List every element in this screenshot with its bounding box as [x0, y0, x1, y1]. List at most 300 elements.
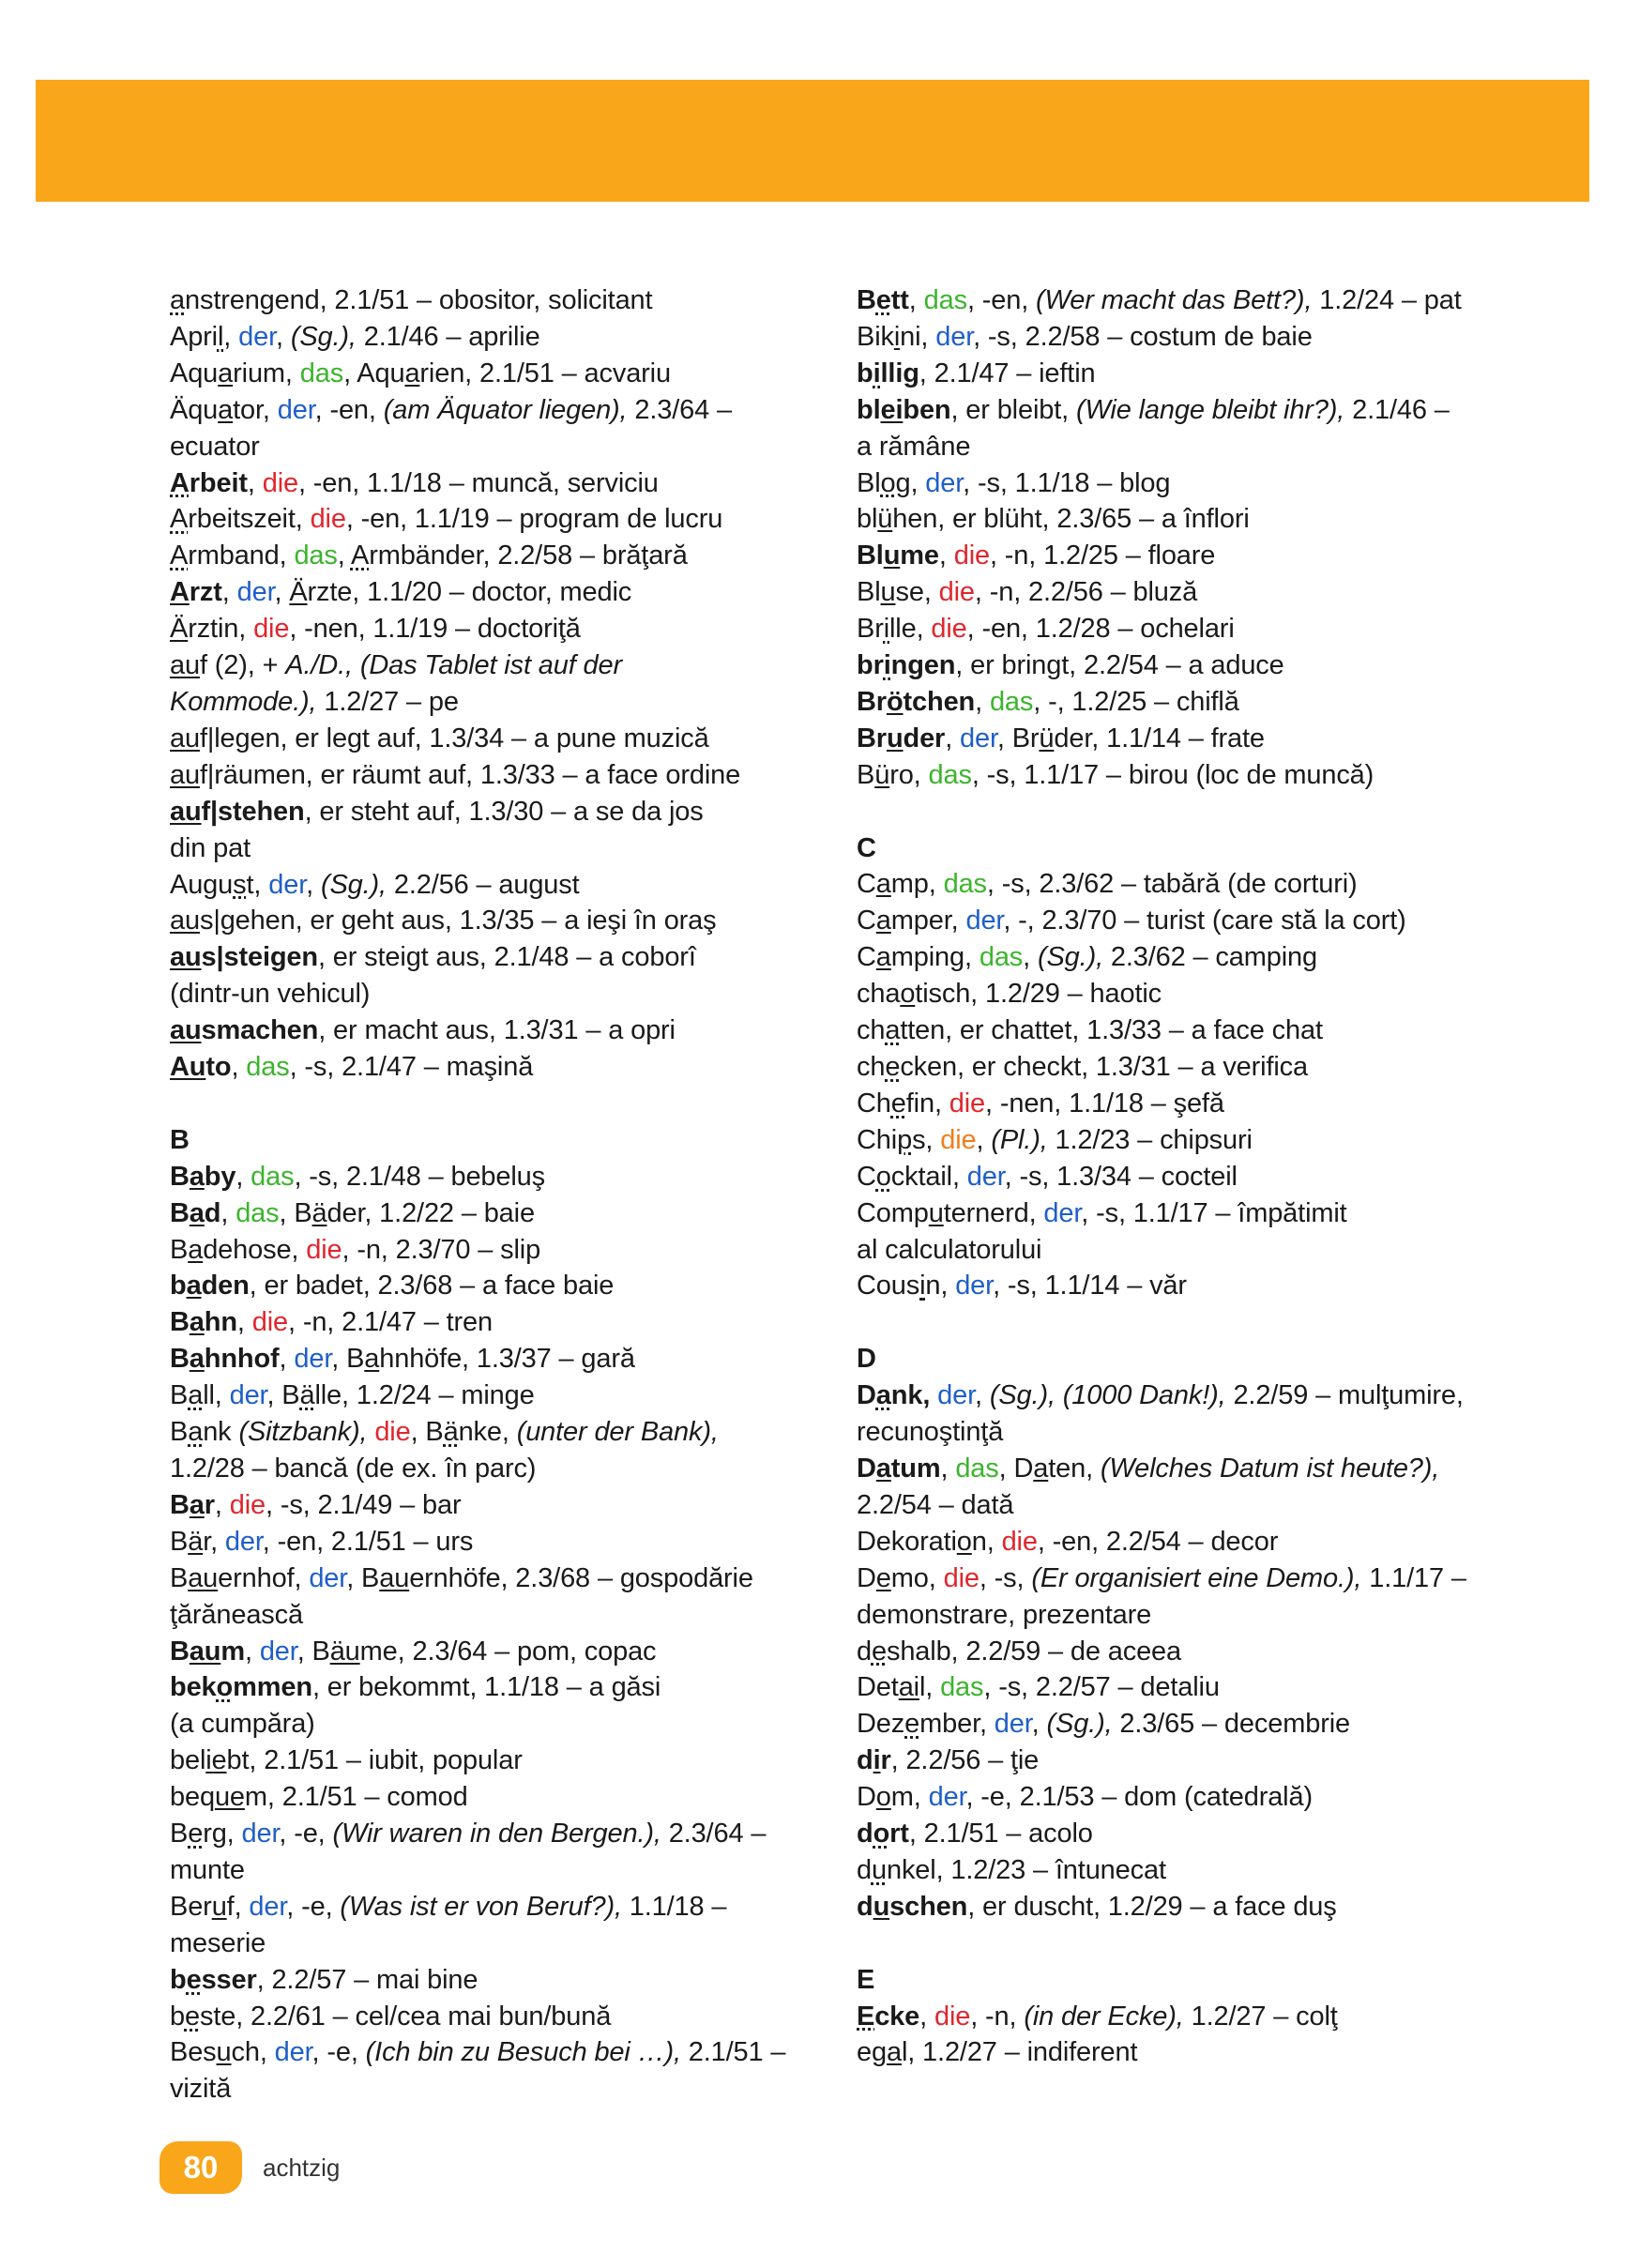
entry-segment: a	[885, 1015, 901, 1046]
entry-segment: a	[875, 869, 891, 900]
entry-segment: ä	[443, 1417, 459, 1448]
glossary-line	[170, 1597, 808, 1634]
entry-segment: B	[170, 1344, 190, 1375]
entry-segment: i	[883, 650, 891, 681]
entry-segment: 1.2/24 – pat	[1312, 285, 1462, 315]
entry-segment: , -e,	[311, 2037, 366, 2068]
entry-segment: i	[883, 614, 889, 645]
glossary-line	[857, 1049, 1495, 1086]
entry-segment: ,	[919, 2001, 934, 2032]
entry-segment: rt	[889, 1819, 909, 1849]
glossary-line	[857, 721, 1495, 757]
entry-segment: ue	[214, 1782, 245, 1813]
glossary-line	[857, 1597, 1495, 1634]
glossary-line	[857, 1524, 1495, 1560]
entry-segment: d	[857, 1819, 873, 1849]
entry-segment: rien, 2.1/51 – acvariu	[419, 358, 671, 388]
entry-segment: die	[949, 1088, 986, 1119]
entry-segment: Ch	[857, 1088, 891, 1119]
entry-segment: , er bleibt,	[950, 394, 1076, 425]
entry-segment: die	[940, 1124, 977, 1155]
glossary-column-right	[857, 282, 1495, 2071]
entry-segment: (Was ist er von Beruf?),	[340, 1891, 622, 1922]
entry-segment: , -en, 1.1/18 – muncă, serviciu	[297, 467, 659, 498]
entry-segment: nk	[203, 1417, 239, 1448]
entry-segment: A	[170, 577, 190, 608]
entry-segment: e	[875, 285, 891, 315]
entry-segment: , er duscht, 1.2/29 – a face duş	[967, 1891, 1337, 1922]
entry-segment: rztin,	[188, 614, 254, 645]
entry-segment: der	[238, 321, 276, 352]
entry-segment: au	[188, 1562, 219, 1593]
entry-segment: mmen	[233, 1672, 312, 1703]
entry-segment: C	[857, 1161, 876, 1192]
glossary-line	[170, 903, 808, 939]
glossary-line	[857, 1634, 1495, 1670]
entry-segment: 1.2/23 – chipsuri	[1047, 1124, 1253, 1155]
entry-segment: Bik	[857, 321, 894, 352]
glossary-line	[170, 1304, 808, 1341]
entry-segment: ch	[857, 1052, 886, 1083]
glossary-line	[857, 2034, 1495, 2071]
entry-segment: ch	[857, 1015, 886, 1046]
entry-segment: Apri	[170, 321, 218, 352]
entry-segment: der	[236, 577, 275, 608]
entry-segment: 2.3/65 – decembrie	[1112, 1709, 1350, 1740]
entry-segment: der	[268, 869, 307, 900]
entry-segment: ,	[306, 869, 321, 900]
entry-segment: a	[189, 1197, 205, 1228]
glossary-line	[170, 1560, 808, 1597]
entry-segment: mping,	[890, 942, 980, 973]
entry-segment: ä	[188, 1526, 204, 1557]
entry-segment: B	[857, 285, 876, 315]
glossary-line	[170, 1634, 808, 1670]
entry-segment: , -s, 1.1/14 – văr	[993, 1271, 1187, 1301]
entry-segment: , -s, 1.1/17 – împătimit	[1081, 1197, 1347, 1228]
entry-segment: (unter der Bank),	[516, 1417, 719, 1448]
entry-segment: , -s, 1.1/17 – birou (loc de muncă)	[971, 759, 1374, 790]
entry-segment: se,	[895, 577, 939, 608]
entry-segment: e	[184, 2001, 200, 2032]
entry-segment: nstrengend, 2.1/51 – obositor, solicitant	[184, 285, 653, 315]
entry-segment: , er macht aus, 1.3/31 – a opri	[318, 1015, 676, 1046]
glossary-line	[857, 1669, 1495, 1706]
glossary-line	[857, 1560, 1495, 1597]
entry-segment: s	[233, 869, 247, 900]
entry-segment: ,	[938, 540, 954, 571]
entry-segment: a	[189, 1489, 205, 1520]
glossary-line	[170, 1926, 808, 1962]
glossary-line	[170, 1195, 808, 1232]
entry-segment: , -en, 1.2/28 – ochelari	[966, 614, 1235, 645]
glossary-line	[170, 976, 808, 1012]
entry-segment: n,	[925, 1271, 956, 1301]
glossary-line	[170, 1378, 808, 1414]
glossary-line	[857, 1889, 1495, 1926]
glossary-line	[170, 1414, 808, 1451]
entry-segment: a	[364, 1344, 380, 1375]
entry-segment: , B	[331, 1344, 365, 1375]
entry-segment: u	[211, 1891, 227, 1922]
entry-segment: das	[979, 942, 1024, 973]
entry-segment: die	[229, 1489, 266, 1520]
entry-segment: f|stehen	[201, 796, 305, 827]
entry-segment: 1.1/18 –	[621, 1891, 727, 1922]
entry-segment: rmbänder, 2.2/58 – brăţară	[369, 540, 688, 571]
glossary-line	[170, 757, 808, 794]
entry-segment: ,	[975, 686, 990, 717]
entry-segment: 2.1/51 –	[680, 2037, 786, 2068]
glossary-line	[857, 1232, 1495, 1269]
entry-segment: au	[170, 942, 202, 973]
entry-segment: (in der Ecke),	[1024, 2001, 1184, 2032]
entry-segment: der	[309, 1562, 347, 1593]
entry-segment: bt, 2.1/51 – iubit, popular	[226, 1745, 523, 1776]
entry-segment: B	[170, 1636, 190, 1667]
entry-segment: g,	[895, 467, 926, 498]
entry-segment: meserie	[170, 1927, 266, 1958]
entry-segment: ,	[1023, 942, 1038, 973]
entry-segment: ä	[311, 1197, 327, 1228]
entry-segment: nkel, 1.2/23 – întunecat	[886, 1854, 1166, 1885]
entry-segment: b	[170, 2001, 185, 2032]
entry-segment: die	[931, 614, 967, 645]
glossary-line	[857, 501, 1495, 538]
section-letter-text: B	[170, 1124, 190, 1155]
entry-segment: hen, er blüht, 2.3/65 – a înflori	[892, 504, 1250, 535]
entry-segment: ä	[299, 1380, 315, 1411]
entry-segment: bl	[857, 394, 881, 425]
entry-segment: Cous	[857, 1271, 920, 1301]
entry-segment: ste, 2.2/61 – cel/cea mai bun/bună	[199, 2001, 612, 2032]
entry-segment: ecuator	[170, 431, 260, 462]
entry-segment: B	[170, 1417, 189, 1448]
entry-segment: tum	[890, 1453, 941, 1484]
entry-segment: f|legen, er legt auf, 1.3/34 – a pune muzică	[199, 723, 709, 753]
entry-segment: , er steht auf, 1.3/30 – a se da jos	[304, 796, 704, 827]
glossary-line	[170, 392, 808, 429]
entry-segment: ü	[877, 504, 893, 535]
entry-segment: , B	[410, 1417, 444, 1448]
entry-segment: A	[170, 504, 189, 535]
entry-segment: Bl	[857, 467, 881, 498]
entry-segment: B	[857, 759, 875, 790]
entry-segment: au	[170, 796, 202, 827]
entry-segment: a	[188, 1380, 204, 1411]
glossary-line	[170, 319, 808, 356]
entry-segment: 1.2/27 – colţ	[1183, 2001, 1338, 2032]
entry-segment: 2.2/56 – august	[386, 869, 580, 900]
header-banner	[36, 80, 1589, 202]
entry-segment: Augu	[170, 869, 234, 900]
entry-segment: das	[251, 1161, 295, 1192]
glossary-line	[170, 611, 808, 647]
entry-segment: ben	[903, 394, 951, 425]
entry-segment: der	[259, 1636, 297, 1667]
entry-segment: (a cumpăra)	[170, 1709, 315, 1740]
entry-segment: d	[857, 1854, 872, 1885]
entry-segment: , -s, 1.3/34 – cocteil	[1004, 1161, 1238, 1192]
glossary-line	[170, 1049, 808, 1086]
entry-segment: das	[989, 686, 1034, 717]
entry-segment: l, 1.2/27 – indiferent	[901, 2037, 1138, 2068]
entry-segment: hnhof	[204, 1344, 280, 1375]
entry-segment: (Ich bin zu Besuch bei …),	[365, 2037, 681, 2068]
entry-segment: ternerd,	[943, 1197, 1044, 1228]
entry-segment: b	[170, 1271, 187, 1301]
entry-segment: ,	[976, 1124, 992, 1155]
entry-segment: ü	[1039, 723, 1055, 753]
entry-segment: hn	[204, 1307, 237, 1338]
entry-segment: der	[277, 394, 315, 425]
entry-segment: me	[900, 540, 939, 571]
entry-segment: Dekorati	[857, 1526, 957, 1557]
entry-segment: (Sg.),	[1037, 942, 1103, 973]
entry-segment: ro,	[889, 759, 929, 790]
entry-segment: ö	[886, 686, 904, 717]
glossary-line	[857, 647, 1495, 684]
entry-segment: den	[201, 1271, 250, 1301]
entry-segment: die	[953, 540, 990, 571]
section-letter-text: D	[857, 1344, 876, 1375]
entry-segment: 2.1/46 –	[1344, 394, 1450, 425]
entry-segment: , Br	[996, 723, 1040, 753]
entry-segment: Bl	[857, 540, 884, 571]
entry-segment: ll,	[203, 1380, 230, 1411]
entry-segment: , -e,	[286, 1891, 341, 1922]
entry-segment: B	[170, 1307, 190, 1338]
entry-segment: , -s, 2.2/58 – costum de baie	[973, 321, 1313, 352]
glossary-line	[857, 1779, 1495, 1816]
entry-segment: , -s, 1.1/18 – blog	[963, 467, 1171, 498]
entry-segment: cken, er checkt, 1.3/31 – a verifica	[900, 1052, 1308, 1083]
entry-segment: a rămâne	[857, 431, 971, 462]
entry-segment: 1.2/28 – bancă (de ex. în parc)	[170, 1453, 537, 1484]
entry-segment: , -en, 2.1/51 – urs	[262, 1526, 474, 1557]
entry-segment: der	[994, 1709, 1032, 1740]
entry-segment: Au	[170, 1052, 206, 1083]
entry-segment: , -n, 1.2/25 – floare	[989, 540, 1216, 571]
entry-segment: D	[857, 1562, 876, 1593]
entry-segment: ,	[223, 321, 239, 352]
glossary-column-left	[170, 282, 808, 2108]
section-spacer	[170, 1086, 808, 1122]
entry-segment: die	[306, 1234, 342, 1265]
entry-segment: der	[249, 1891, 287, 1922]
entry-segment: , er bringt, 2.2/54 – a aduce	[955, 650, 1284, 681]
entry-segment: , -en,	[314, 394, 384, 425]
entry-segment: e	[186, 1964, 202, 1995]
glossary-line	[857, 611, 1495, 647]
glossary-line	[857, 684, 1495, 721]
entry-segment: der	[229, 1380, 267, 1411]
glossary-line	[857, 866, 1495, 903]
entry-segment: t,	[246, 869, 269, 900]
entry-segment: die	[943, 1562, 980, 1593]
entry-segment: der	[241, 1819, 280, 1849]
entry-segment: die	[251, 1307, 288, 1338]
entry-segment: D	[857, 1782, 876, 1813]
entry-segment: Äqu	[170, 394, 219, 425]
entry-segment: der	[274, 2037, 312, 2068]
entry-segment: o	[875, 1782, 891, 1813]
entry-segment: äu	[329, 1636, 360, 1667]
entry-segment: i	[873, 1745, 881, 1776]
glossary-line	[170, 1779, 808, 1816]
entry-segment: u	[871, 1854, 887, 1885]
entry-segment: ,	[279, 1344, 295, 1375]
glossary-line	[170, 465, 808, 502]
entry-segment: ,	[231, 1052, 247, 1083]
section-letter	[170, 1122, 808, 1159]
section-letter-text: E	[857, 1964, 875, 1995]
entry-segment: , B	[279, 1197, 312, 1228]
entry-segment: a	[404, 358, 420, 388]
entry-segment: a	[218, 394, 234, 425]
entry-segment: o	[216, 1672, 234, 1703]
glossary-line	[857, 1816, 1495, 1852]
entry-segment: by	[204, 1161, 236, 1192]
page-footer	[159, 2139, 340, 2196]
entry-segment: , er steigt aus, 2.1/48 – a coborî	[317, 942, 696, 973]
entry-segment: lle,	[889, 614, 932, 645]
entry-segment: o	[880, 467, 896, 498]
entry-segment: (Welches Datum ist heute?),	[1100, 1453, 1440, 1484]
glossary-line	[170, 429, 808, 465]
glossary-line	[857, 1195, 1495, 1232]
entry-segment: B	[170, 1526, 189, 1557]
entry-segment: a	[1033, 1453, 1049, 1484]
entry-segment: bl	[857, 504, 878, 535]
entry-segment: Ber	[170, 1891, 212, 1922]
entry-segment: o	[900, 979, 916, 1010]
glossary-line	[857, 465, 1495, 502]
entry-segment: l,	[919, 1672, 941, 1703]
entry-segment: ţărănească	[170, 1599, 303, 1630]
entry-segment: D	[857, 1380, 876, 1411]
entry-segment: , er badet, 2.3/68 – a face baie	[249, 1271, 615, 1301]
entry-segment: , -n, 2.2/56 – bluză	[974, 577, 1198, 608]
entry-segment: der	[928, 1782, 966, 1813]
entry-segment: i	[893, 321, 901, 352]
section-letter	[857, 1341, 1495, 1378]
entry-segment: ngen	[890, 650, 956, 681]
entry-segment: ,	[275, 321, 291, 352]
entry-segment: der	[294, 1344, 332, 1375]
entry-segment: a	[188, 1417, 204, 1448]
entry-segment: mp,	[890, 869, 944, 900]
entry-segment: 2.2/59 – mulţumire,	[1225, 1380, 1464, 1411]
entry-segment: , -s, 2.1/47 – maşină	[289, 1052, 534, 1083]
entry-segment: B	[170, 1161, 190, 1192]
glossary-line	[170, 1232, 808, 1269]
entry-segment: a	[875, 1453, 891, 1484]
glossary-line	[857, 976, 1495, 1012]
entry-segment: schen	[889, 1891, 968, 1922]
glossary-line	[170, 647, 808, 684]
glossary-line	[170, 684, 808, 721]
entry-segment: tt	[890, 285, 909, 315]
entry-segment: Aqu	[170, 358, 219, 388]
entry-segment: nke,	[458, 1417, 517, 1448]
entry-segment: a	[886, 2037, 902, 2068]
entry-segment: , -s, 2.1/48 – bebeluş	[294, 1161, 546, 1192]
entry-segment: die	[310, 504, 346, 535]
entry-segment: der	[224, 1526, 263, 1557]
entry-segment: s,	[912, 1124, 941, 1155]
entry-segment: die	[1001, 1526, 1038, 1557]
glossary-line	[857, 939, 1495, 976]
entry-segment: 2.3/64 –	[661, 1819, 767, 1849]
glossary-line	[857, 356, 1495, 392]
glossary-line	[857, 282, 1495, 319]
entry-segment: ai	[898, 1672, 919, 1703]
entry-segment: tisch, 1.2/29 – haotic	[915, 979, 1162, 1010]
entry-segment: au	[170, 723, 200, 753]
glossary-line	[857, 1451, 1495, 1487]
glossary-line	[857, 1852, 1495, 1889]
entry-segment: 2.1/46 – aprilie	[356, 321, 540, 352]
glossary-line	[170, 1999, 808, 2035]
entry-segment: a	[875, 942, 891, 973]
glossary-line	[857, 1012, 1495, 1049]
entry-segment: 2.3/64 –	[627, 394, 732, 425]
entry-segment: das	[923, 285, 967, 315]
glossary-line	[857, 1999, 1495, 2035]
entry-segment: ,	[236, 1307, 252, 1338]
section-letter	[857, 830, 1495, 867]
entry-segment: die	[938, 577, 975, 608]
entry-segment: , -n, 2.3/70 – slip	[342, 1234, 541, 1265]
entry-segment: fin,	[905, 1088, 949, 1119]
entry-segment: e	[871, 1636, 887, 1667]
entry-segment: cktail,	[890, 1161, 967, 1192]
glossary-line	[857, 1706, 1495, 1743]
entry-segment: e	[188, 1819, 204, 1849]
entry-segment: Br	[857, 686, 887, 717]
glossary-line	[857, 1414, 1495, 1451]
glossary-line	[170, 282, 808, 319]
glossary-line	[857, 1743, 1495, 1779]
entry-segment: die	[934, 2001, 971, 2032]
entry-segment: recunoştinţă	[857, 1417, 1004, 1448]
entry-segment: (Sg.),	[320, 869, 387, 900]
entry-segment: Comp	[857, 1197, 929, 1228]
entry-segment: Dez	[857, 1709, 905, 1740]
entry-segment: Ä	[170, 614, 189, 645]
entry-segment: lle, 1.2/24 – minge	[314, 1380, 535, 1411]
entry-segment: s|steigen	[201, 942, 318, 973]
entry-segment: ch,	[231, 2037, 275, 2068]
entry-segment: , -nen, 1.1/18 – şefă	[985, 1088, 1224, 1119]
entry-segment: der	[935, 321, 974, 352]
entry-segment: , B	[266, 1380, 300, 1411]
entry-segment: m, 2.1/51 – comod	[244, 1782, 468, 1813]
entry-segment: r,	[203, 1526, 225, 1557]
glossary-line	[857, 903, 1495, 939]
entry-segment: beq	[170, 1782, 215, 1813]
entry-segment: , -s, 2.1/49 – bar	[266, 1489, 462, 1520]
glossary-line	[170, 1341, 808, 1378]
entry-segment: rzte, 1.1/20 – doctor, medic	[307, 577, 632, 608]
entry-segment: vizită	[170, 2074, 232, 2105]
entry-segment: der	[1043, 1197, 1082, 1228]
entry-segment: d	[857, 1745, 873, 1776]
entry-segment: 1.2/27 – pe	[316, 686, 459, 717]
entry-segment: o	[873, 1819, 890, 1849]
entry-segment: a	[218, 358, 234, 388]
